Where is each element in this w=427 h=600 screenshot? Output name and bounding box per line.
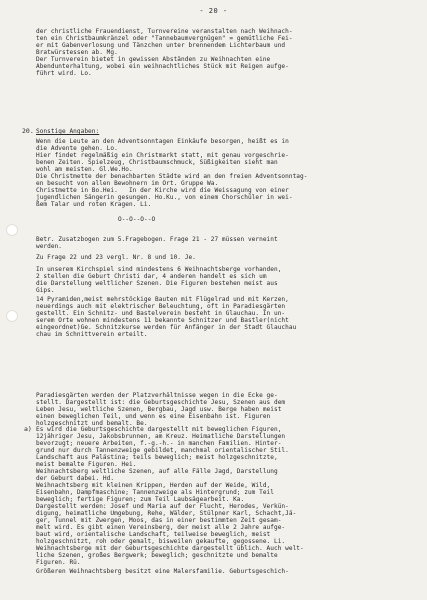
text-line: O--O--O--O [118, 216, 156, 223]
text-line: chau im Schnittverein erteilt. [36, 331, 148, 338]
subsection-marker: a) [24, 425, 32, 433]
text-line: Abendunterhaltung, wobei ein weihnachtliches Stück mit Reigen aufge- [36, 63, 289, 70]
text-line: serem Orte wohnen mindestens 11 bekannte Schnitzer und Bastler(nicht [36, 317, 289, 324]
section-number: 20. [22, 127, 34, 135]
text-line: Dargestellt werden: Josef und Maria auf der Flucht, Herodes, Verkün- [36, 503, 289, 510]
text-line: die Darstellung weltlicher Szenen. Die Figuren bestehen meist aus [36, 280, 278, 287]
text-line: ger, Tunnel mit Zwergen, Moos, das in einer bestimmten Zeit gesam- [36, 517, 282, 524]
text-line: gestellt. Ein Schnitz- und Bastelverein besteht in Glauchau. In un- [36, 310, 286, 317]
text-line: Wenn die Leute an den Adventsonntagen Einkäufe besorgen, heißt es in [36, 138, 289, 145]
text-line: Der Turnverein bietet in gewissen Abständen zu Weihnachten eine [36, 56, 271, 63]
text-line: Größeren Weihnachtsberg besitzt eine Malersfamilie. Geburtsgeschich- [36, 568, 289, 575]
text-line: wohl am meisten. Gl.We.Ho. [36, 166, 133, 173]
section-heading: Sonstige Angaben: [36, 128, 100, 135]
text-line: führt wird. Lo. [36, 70, 92, 77]
text-line: grund nur durch Tannenzweige gebildet, manchmal orientalischer Stil. [36, 447, 289, 454]
text-line: der christliche Frauendienst, Turnvereine veranstalten nach Weihnach- [36, 28, 293, 35]
text-line: liche Szenen, großes Bergwerk; beweglich; geschnitzte und bemalte [36, 552, 278, 559]
text-line: stellt. Dargestellt ist: die Geburtsgeschichte Jesu, Szenen aus dem [36, 399, 286, 406]
punch-hole [6, 310, 18, 322]
text-line: 2 stellen die Geburt Christi dar, 4 anderen handelt es sich um [36, 273, 267, 280]
page-number: - 20 - [199, 7, 228, 15]
text-line: der Geburt dabei. Hd. [36, 475, 115, 482]
text-line: melt wird. Es gibt einen Vereinsberg, der meist alle 2 Jahre aufge- [36, 524, 286, 531]
text-line: en besucht von allen Bewohnern im Ort. Gruppe Wa. [36, 180, 219, 187]
text-line: Es wird die Geburtsgeschichte dargestellt mit beweglichen Figuren, [36, 426, 282, 433]
text-line: benen Zeiten. Spielzeug, Christbaumschmuck, Süßigkeiten sieht man [36, 159, 278, 166]
text-line: neuerdings auch mit elektrischer Beleuchtung, oft in Paradiesgärten [36, 303, 286, 310]
text-line: jugendlichen Sängerin gesungen. Ho.Ku., von einem Chorschüler in wei- [36, 194, 293, 201]
punch-hole [6, 224, 18, 236]
text-line: baut wird, orientalische Landschaft, teilweise beweglich, meist [36, 531, 271, 538]
text-line: Bratwürstessen ab. Mg. [36, 49, 118, 56]
text-line: ten ein Christbaumkränzel oder "Tannebaumvergnügen" = gemütliche Fei- [36, 35, 293, 42]
text-line: Weihnachtsberg mit kleinen Krippen, Herden auf der Weide, Wild, [36, 482, 271, 489]
text-line: Hier findet regelmäßig ein Christmarkt statt, mit genau vorgeschrie- [36, 152, 289, 159]
text-line: eingeordnet)Ge. Schnitzkurse werden für Anfänger in der Stadt Glauchau [36, 324, 297, 331]
text-line: Leben Jesu, weltliche Szenen, Bergbau, Jagd usw. Berge haben meist [36, 406, 282, 413]
text-line: Zu Frage 22 und 23 vergl. Nr. 8 und 10. Je. [36, 254, 196, 261]
text-line: 12jähriger Jesu, Jakobsbrunnen, am Kreuz. Heimatliche Darstellungen [36, 433, 286, 440]
text-line: Landschaft aus Palästina; teils beweglich; meist holzgeschnitzte, [36, 454, 278, 461]
text-line: 14 Pyramiden,meist mehrstöckige Bauten mit Flügelrad und mit Kerzen, [36, 296, 289, 303]
text-line: beweglich; fertige Figuren; zum Teil Laubsägearbeit. Ka. [36, 496, 245, 503]
text-line: In unserem Kirchspiel sind mindestens 6 Weihnachtsberge vorhanden, [36, 266, 282, 273]
text-line: einen beweglichen Teil, und wenn es eine Eisenbahn ist. Figuren [36, 413, 271, 420]
text-line: die Advente gehen. Lo. [36, 145, 118, 152]
text-line: holzgeschnitzt, roh oder gemalt, bisweilen gekaufte, gegossene. Li. [36, 538, 286, 545]
text-line: werden. [36, 243, 63, 250]
text-line: er mit Gabenverlosung und Tänzchen unter brennendem Lichterbaum und [36, 42, 286, 49]
text-line: Paradiesgärten werden der Platzverhältnisse wegen in die Ecke ge- [36, 392, 278, 399]
text-line: Gips. [36, 287, 55, 294]
text-line: holzgeschnitzt und bemalt. Be. [36, 420, 148, 427]
text-line: bevorzugt; neuere Arbeiten, f.-g.-h.- in manchen Familien. Hinter- [36, 440, 282, 447]
text-line: Die Christmette der benachbarten Städte wird an den freien Adventsonntag- [36, 173, 308, 180]
text-line: Figuren. Rü. [36, 559, 81, 566]
text-line: digung, heimatliche Umgebung, Rehe, Wälder, Stülpner Karl, Schacht,Jä- [36, 510, 297, 517]
text-line: Eisenbahn, Dampfmaschine; Tannenzweige als Hintergrund; zum Teil [36, 489, 274, 496]
text-line: ßem Talar und roten Kragen. Li. [36, 201, 152, 208]
text-line: Weihnachtsberge mit der Geburtsgeschichte dargestellt üblich. Auch welt- [36, 545, 304, 552]
text-line: Christmette in Bo.Hei. In der Kirche wird die Weissagung von einer [36, 187, 289, 194]
text-line: Betr. Zusatzbogen zum 5.Fragebogen. Frage 21 - 27 müssen verneint [36, 236, 278, 243]
text-line: meist bemalte Figuren. Hei. [36, 461, 137, 468]
text-line: Weihnachtsberg weltliche Szenen, auf alle Fälle Jagd, Darstellung [36, 468, 278, 475]
